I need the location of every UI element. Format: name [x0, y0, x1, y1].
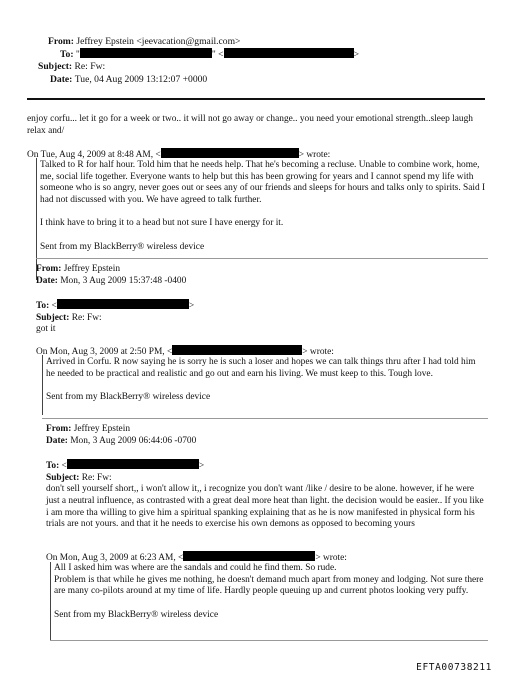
to-open-quote: "	[75, 49, 80, 60]
date-value: Tue, 04 Aug 2009 13:12:07 +0000	[74, 74, 208, 85]
header-date	[50, 74, 207, 86]
quote3-signature: Sent from my BlackBerry® wireless device	[54, 609, 219, 620]
msg2-from-value: Jeffrey Epstein	[63, 264, 121, 274]
quote2-signature: Sent from my BlackBerry® wireless device	[46, 392, 211, 403]
msg2-body: got it	[36, 324, 56, 335]
msg3-from-value: Jeffrey Epstein	[73, 424, 131, 434]
body-paragraph: enjoy corfu... let it go for a week or two.. it will not go away or change.. you need your emotional strength..sleep laugh relax and/	[27, 114, 473, 136]
redaction-bar	[183, 551, 315, 561]
msg3-date-label: Date:	[46, 435, 68, 446]
quote3-body	[54, 563, 488, 621]
subject-value: Re: Fw:	[74, 61, 106, 72]
from-value: Jeffrey Epstein <jeevacation@gmail.com>	[76, 36, 241, 47]
header-from	[48, 36, 240, 48]
redaction-bar	[224, 48, 354, 58]
quote3-separator	[50, 640, 488, 641]
quote2-intro-start: On Mon, Aug 3, 2009 at 2:50 PM, <	[36, 347, 173, 357]
quote3-paragraph: All I asked him was where are the sandals and could he find them. So rude.	[54, 563, 337, 573]
msg3-to-close: >	[198, 461, 205, 472]
redaction-bar	[161, 148, 299, 158]
body-text	[27, 114, 487, 137]
msg3-header	[46, 424, 486, 531]
quote1-paragraph: Talked to R for half hour. Told him that he needs help. That he's becoming a recluse. Unable to combine work, home, me, social life together. Everyone wants to help but this has been growing for years and I cannot spend my life with someone who is so angry, never goes out or sees any of our friends and sleeps for hours and talks only to spirits. Said I had not discussed with you. We have agreed to talk further.	[40, 160, 486, 205]
to-label: To:	[60, 49, 74, 60]
quote1-paragraph-2: I think have to bring it to a head but not sure I have energy for it.	[40, 218, 284, 229]
header-subject	[38, 61, 105, 73]
to-close: >	[353, 49, 359, 60]
quote3-intro-end: > wrote:	[315, 553, 347, 563]
msg2-to-label: To:	[36, 301, 50, 312]
date-label: Date:	[50, 74, 73, 85]
quote1-intro-start: On Tue, Aug 4, 2009 at 8:48 AM, <	[27, 150, 161, 160]
msg3-subject-label: Subject:	[46, 472, 80, 483]
quote3-paragraph-2: Problem is that while he gives me nothing, he doesn't demand much apart from money and lodging. Not sure there are many co-pilots around at my time of life. Hardly people queuing up and current photos looking very puffy.	[54, 574, 484, 597]
quote3-intro-start: On Mon, Aug 3, 2009 at 6:23 AM, <	[46, 553, 184, 563]
msg3-to-open: <	[61, 461, 67, 472]
msg2-date-label: Date:	[36, 275, 58, 286]
quote1-body	[40, 160, 488, 254]
quote2-paragraph: Arrived in Corfu. R now saying he is sorry he is such a loser and hopes we can talk things thru after I had told him he needed to be practical and realistic and go out and earn his living. We must keep to this. Tough love.	[46, 357, 476, 379]
msg3-to-label: To:	[46, 461, 60, 472]
quote1-signature: Sent from my BlackBerry® wireless device	[40, 241, 205, 252]
msg3-subject-value: Re: Fw:	[81, 472, 112, 483]
msg2-subject-value: Re: Fw:	[71, 312, 102, 323]
quote1-separator	[36, 258, 488, 259]
quote2-separator	[42, 418, 488, 419]
quote2-intro-end: > wrote:	[302, 347, 334, 357]
bates-number: EFTA00738211	[416, 662, 492, 673]
quote2-body	[46, 357, 486, 404]
msg2-to-close: >	[188, 301, 195, 312]
subject-label: Subject:	[38, 61, 73, 72]
header-to	[60, 48, 359, 61]
msg3-body: don't sell yourself short,, i won't allow it,, i recognize you don't want /like / desire to be alone. however, if he were just a neutral influence, as contrasted with a great deal more heat than light. the decision would be easier.. If you like i am more tha willing to give him a spiritual spanking explaining that as he is now manifested in physical form his trials are not yours. and that it he needs to exercise his own demons as opposed to becoming yours	[46, 484, 484, 530]
redaction-bar	[172, 345, 302, 355]
msg2-header	[36, 264, 486, 336]
from-label: From:	[48, 36, 74, 47]
to-mid: " <	[211, 49, 224, 60]
redaction-bar	[80, 48, 212, 58]
redaction-bar	[67, 459, 199, 469]
quote1-intro-end: > wrote:	[298, 150, 331, 160]
redaction-bar	[57, 299, 189, 309]
msg2-subject-label: Subject:	[36, 312, 70, 323]
msg3-date-value: Mon, 3 Aug 2009 06:44:06 -0700	[70, 435, 197, 446]
header-divider	[27, 98, 485, 100]
msg2-from-label: From:	[36, 264, 62, 274]
msg2-date-value: Mon, 3 Aug 2009 15:37:48 -0400	[60, 275, 187, 286]
msg3-from-label: From:	[46, 424, 72, 434]
msg2-to-open: <	[51, 301, 57, 312]
